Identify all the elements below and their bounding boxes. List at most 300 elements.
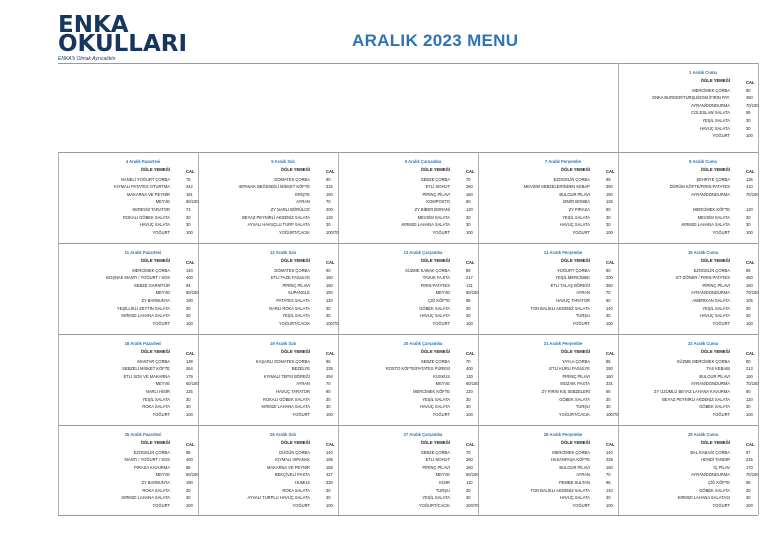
menu-item-name: HAVUÇ TARATOR — [276, 388, 310, 394]
menu-item-row — [342, 366, 482, 374]
day-cell — [622, 70, 762, 151]
menu-item-row — [482, 397, 622, 405]
menu-item-calories: 260 — [466, 184, 473, 190]
menu-item-calories: 30 — [186, 313, 191, 319]
menu-item-name: MEYVE — [435, 381, 450, 387]
day-title: 14 Aralık Perşembe — [543, 250, 583, 255]
day-cell — [62, 432, 202, 514]
menu-item-name: NARLI HİSİR — [145, 388, 170, 394]
menu-item-name: HAVUÇ SALATA — [419, 404, 450, 410]
column-header-meal: ÖĞLE YEMEĞİ — [140, 348, 170, 354]
menu-item-name: AYRAN/DONDURMA — [690, 381, 730, 387]
menu-item-calories: 95 — [326, 358, 331, 364]
menu-item-name: EZOGELİN ÇORBA — [133, 449, 170, 455]
column-header-meal: ÖĞLE YEMEĞİ — [560, 348, 590, 354]
menu-item-row — [622, 283, 762, 291]
menu-item-calories: 100 — [746, 229, 753, 235]
menu-item-row — [342, 215, 482, 223]
menu-item-row — [622, 95, 762, 103]
menu-item-row — [62, 366, 202, 374]
menu-item-row — [482, 503, 622, 511]
menu-item-calories: 70/100 — [746, 191, 759, 197]
menu-item-name: AYRAN — [296, 381, 310, 387]
menu-item-name: KIRMIZI LAHANA SALATA — [401, 222, 450, 228]
menu-item-name: BEYAZ PEYNİRLİ AKDENİZ SALATA — [242, 214, 310, 220]
menu-item-calories: 70/100 — [746, 102, 759, 108]
menu-item-name: AYRAN — [296, 199, 310, 205]
menu-item-name: İÇ PİLAV — [713, 464, 730, 470]
logo-line-enka: ENKA — [58, 12, 129, 38]
menu-item-row — [482, 321, 622, 329]
menu-item-calories: 30 — [186, 396, 191, 402]
menu-item-calories: 100 — [186, 411, 193, 417]
menu-item-row — [482, 222, 622, 230]
menu-item-name: ROKALI GÖBEK SALATA — [263, 396, 310, 402]
menu-item-name: SEBZE ÇORBA — [420, 176, 450, 182]
menu-item-calories: 100/70 — [326, 229, 339, 235]
day-title: 12 Aralık Salı — [270, 250, 296, 255]
menu-item-name: PIRASA KAVURMA — [134, 464, 170, 470]
menu-item-row — [622, 290, 762, 298]
menu-item-calories: 120 — [466, 206, 473, 212]
menu-item-row — [342, 397, 482, 405]
menu-item-row — [62, 480, 202, 488]
menu-item-name: MERCİMEK KÖFTE — [693, 206, 730, 212]
menu-item-row — [202, 389, 342, 397]
day-cell — [62, 250, 202, 333]
menu-item-name: ETLİ TAZE FASULYE — [270, 275, 310, 281]
day-cell — [202, 432, 342, 514]
menu-item-name: YOĞURT — [572, 502, 590, 508]
menu-item-row — [202, 199, 342, 207]
menu-item-name: GÖBEK SALATA — [419, 305, 450, 311]
menu-item-row — [482, 480, 622, 488]
menu-item-calories: 100 — [606, 229, 613, 235]
menu-item-row — [622, 88, 762, 96]
menu-item-calories: 130 — [466, 373, 473, 379]
menu-item-name: AYRAN/DONDURMA — [690, 191, 730, 197]
menu-item-row — [622, 457, 762, 465]
menu-item-row — [482, 450, 622, 458]
menu-item-name: HUMUS — [294, 479, 310, 485]
menu-item-row — [622, 306, 762, 314]
menu-item-calories: 60/100 — [186, 472, 199, 478]
menu-item-calories: 131 — [466, 282, 473, 288]
menu-item-name: MERCİMEK KÖFTE — [413, 388, 450, 394]
column-header-meal: ÖĞLE YEMEĞİ — [420, 166, 450, 172]
menu-item-calories: 30 — [606, 214, 611, 220]
menu-item-calories: 70/100 — [746, 290, 759, 296]
menu-item-name: ET DÖNER / FIRIN PATATES — [676, 275, 730, 281]
menu-item-name: BEYAZ PEYNİRLİ AKDENİZ SALATA — [662, 396, 730, 402]
menu-item-name: YEŞİL SALATA — [702, 117, 730, 123]
menu-item-calories: 217 — [466, 275, 473, 281]
menu-item-row — [202, 215, 342, 223]
menu-item-calories: 200 — [606, 275, 613, 281]
menu-item-name: YOĞURT — [572, 320, 590, 326]
menu-item-row — [622, 404, 762, 412]
menu-item-row — [622, 488, 762, 496]
menu-item-name: TON BALIKLI AKDENİZ SALATA — [530, 487, 590, 493]
menu-item-row — [202, 230, 342, 238]
menu-item-calories: 100/70 — [326, 320, 339, 326]
menu-item-calories: 170 — [746, 464, 753, 470]
menu-item-calories: 30 — [746, 222, 751, 228]
menu-item-row — [342, 275, 482, 283]
menu-item-row — [342, 495, 482, 503]
day-title: 6 Aralık Çarşamba — [404, 159, 442, 164]
menu-item-row — [202, 359, 342, 367]
column-header-cal: CAL — [326, 168, 335, 174]
menu-item-calories: 100/70 — [606, 411, 619, 417]
menu-item-name: YEŞİL SALATA — [422, 396, 450, 402]
menu-item-calories: 30 — [326, 404, 331, 410]
menu-item-calories: 90 — [326, 176, 331, 182]
menu-item-name: YEŞİL SALATA — [422, 495, 450, 501]
menu-item-row — [342, 465, 482, 473]
menu-item-name: BULGUR PİLAVI — [559, 191, 590, 197]
day-cell — [482, 159, 622, 242]
menu-item-name: MANTI / YOĞURT / SOS — [124, 457, 170, 463]
menu-item-calories: 100 — [606, 502, 613, 508]
menu-item-name: AYRAN/DONDURMA — [690, 102, 730, 108]
menu-item-name: GÖBEK SALATA — [699, 487, 730, 493]
menu-item-name: BEZELYE — [291, 366, 310, 372]
menu-item-calories: 30 — [466, 495, 471, 501]
menu-item-calories: 100 — [746, 133, 753, 139]
menu-item-calories: 30 — [466, 404, 471, 410]
menu-item-name: KIRMIZI LAHANA SALATA — [681, 222, 730, 228]
column-header-cal: CAL — [746, 441, 755, 447]
menu-item-calories: 125 — [186, 388, 193, 394]
day-cell — [62, 159, 202, 242]
menu-item-name: YEŞİL SALATA — [702, 305, 730, 311]
day-title: 26 Aralık Salı — [270, 432, 296, 437]
menu-item-row — [622, 495, 762, 503]
menu-item-calories: 350 — [606, 184, 613, 190]
day-cell — [342, 250, 482, 333]
menu-item-calories: 139 — [186, 358, 193, 364]
menu-item-calories: 264 — [186, 366, 193, 372]
menu-item-calories: 85 — [606, 358, 611, 364]
menu-item-row — [342, 207, 482, 215]
menu-item-row — [62, 306, 202, 314]
day-title: 4 Aralık Pazartesi — [125, 159, 161, 164]
grid-line-horizontal — [58, 334, 758, 335]
menu-item-calories: 100 — [606, 320, 613, 326]
menu-item-calories: 105 — [746, 297, 753, 303]
menu-item-calories: 30 — [606, 222, 611, 228]
menu-item-name: SEBZE ÇORBA — [420, 449, 450, 455]
menu-item-calories: 120 — [746, 396, 753, 402]
menu-item-row — [482, 298, 622, 306]
menu-item-name: NARLI ROKA SALATA — [269, 305, 310, 311]
menu-item-calories: 95 — [186, 464, 191, 470]
menu-item-row — [342, 412, 482, 420]
menu-item-row — [202, 207, 342, 215]
day-title: 22 Aralık Cuma — [687, 341, 719, 346]
menu-item-row — [622, 133, 762, 141]
menu-item-calories: 70/100 — [746, 381, 759, 387]
menu-item-name: PATATES SALATA — [276, 297, 310, 303]
menu-item-calories: 70/100 — [746, 472, 759, 478]
menu-item-calories: 70 — [326, 381, 331, 387]
menu-item-name: ZY NARLI BÖRÜLCE — [270, 206, 310, 212]
menu-item-row — [342, 374, 482, 382]
menu-item-row — [622, 268, 762, 276]
menu-item-name: ZY PIRASA — [568, 206, 590, 212]
menu-item-name: AYVALI TURPLU HAVUÇ SALATA — [247, 495, 310, 501]
menu-item-calories: 80 — [746, 87, 751, 93]
column-header-meal: ÖĞLE YEMEĞİ — [700, 257, 730, 263]
menu-item-name: ROSTO KÖFTE/PATATES PÜRESİ — [385, 366, 450, 372]
menu-item-name: PİRİNÇ PİLAVI — [282, 282, 310, 288]
menu-item-calories: 400 — [466, 366, 473, 372]
menu-item-row — [62, 215, 202, 223]
day-cell — [62, 341, 202, 424]
day-cell — [482, 341, 622, 424]
menu-item-calories: 110 — [466, 479, 473, 485]
menu-item-name: ZY FIRIN KIŞ SEBZELERİ — [541, 388, 590, 394]
menu-item-row — [342, 503, 482, 511]
menu-item-name: YEŞİL SALATA — [562, 214, 590, 220]
menu-item-name: EZOGELİN ÇORBA — [553, 176, 590, 182]
menu-item-name: SEBZE GARNİTÜR — [134, 282, 170, 288]
menu-item-calories: 427 — [326, 472, 333, 478]
menu-item-row — [202, 381, 342, 389]
menu-item-name: ETLİ NOHUT — [425, 457, 450, 463]
menu-item-row — [342, 268, 482, 276]
column-header-cal: CAL — [466, 441, 475, 447]
menu-item-name: YOĞURT — [152, 502, 170, 508]
menu-item-name: MEVSİM SALATA — [417, 214, 450, 220]
menu-item-calories: 95 — [746, 110, 751, 116]
column-header-meal: ÖĞLE YEMEĞİ — [140, 166, 170, 172]
menu-item-row — [342, 177, 482, 185]
column-header-meal: ÖĞLE YEMEĞİ — [700, 348, 730, 354]
menu-item-name: KIRMIZI LAHANA SALATA — [121, 313, 170, 319]
menu-item-calories: 30 — [186, 222, 191, 228]
menu-item-row — [342, 298, 482, 306]
menu-item-row — [342, 222, 482, 230]
day-cell — [342, 432, 482, 514]
column-header-meal: ÖĞLE YEMEĞİ — [280, 166, 310, 172]
menu-item-calories: 140 — [606, 449, 613, 455]
menu-item-calories: 100 — [466, 229, 473, 235]
menu-item-name: GÖBEK SALATA — [559, 396, 590, 402]
menu-item-calories: 235 — [326, 366, 333, 372]
menu-item-row — [482, 412, 622, 420]
menu-item-calories: 140 — [326, 449, 333, 455]
menu-item-calories: 30 — [606, 404, 611, 410]
menu-item-row — [62, 397, 202, 405]
menu-item-name: ZY BARBUNYA — [141, 479, 170, 485]
menu-item-row — [342, 290, 482, 298]
menu-item-name: TAS KEBABI — [706, 366, 730, 372]
menu-item-name: KIYMALI TEPSİ BÖREĞİ — [263, 373, 310, 379]
menu-item-row — [202, 404, 342, 412]
menu-item-name: YOĞURT — [152, 320, 170, 326]
menu-item-calories: 30 — [606, 396, 611, 402]
menu-item-name: ISPANAK BEĞENDİLİ MİSKET KÖFTE — [238, 184, 310, 190]
menu-item-calories: 150 — [606, 191, 613, 197]
grid-line-horizontal — [58, 63, 758, 64]
menu-item-calories: 70 — [466, 176, 471, 182]
menu-item-name: HASANPAŞA KÖFTE — [550, 457, 590, 463]
grid-line-horizontal — [58, 243, 758, 244]
menu-item-row — [202, 313, 342, 321]
menu-item-calories: 158 — [326, 464, 333, 470]
menu-item-calories: 100 — [186, 320, 193, 326]
menu-item-name: HAVUÇ SALATA — [559, 495, 590, 501]
menu-item-calories: 30 — [186, 305, 191, 311]
menu-item-calories: 350 — [606, 282, 613, 288]
menu-item-name: PİRİNÇ PİLAVI — [422, 191, 450, 197]
day-cell — [342, 341, 482, 424]
menu-item-row — [482, 465, 622, 473]
menu-item-row — [342, 230, 482, 238]
menu-item-calories: 90 — [746, 388, 751, 394]
menu-item-row — [622, 192, 762, 200]
column-header-cal: CAL — [746, 259, 755, 265]
menu-item-row — [202, 450, 342, 458]
menu-item-calories: 150 — [746, 373, 753, 379]
column-header-cal: CAL — [606, 350, 615, 356]
menu-item-name: HAVUÇ SALATA — [699, 125, 730, 131]
menu-item-row — [622, 472, 762, 480]
menu-item-row — [482, 290, 622, 298]
menu-item-row — [622, 118, 762, 126]
menu-item-calories: 30 — [606, 495, 611, 501]
menu-item-row — [62, 199, 202, 207]
menu-item-row — [342, 184, 482, 192]
menu-item-name: MEVSİM SALATA — [697, 214, 730, 220]
menu-item-calories: 30 — [746, 487, 751, 493]
menu-item-calories: 195 — [326, 457, 333, 463]
menu-item-calories: 160 — [466, 191, 473, 197]
menu-item-calories: 30 — [326, 495, 331, 501]
menu-item-name: HAVUÇ TARATOR — [556, 297, 590, 303]
menu-item-calories: 160 — [326, 191, 333, 197]
day-title: 5 Aralık Salı — [271, 159, 295, 164]
menu-item-name: HAVUÇ SALATA — [559, 222, 590, 228]
menu-item-row — [62, 488, 202, 496]
menu-item-row — [482, 199, 622, 207]
menu-item-row — [202, 397, 342, 405]
menu-item-calories: 100 — [326, 502, 333, 508]
menu-item-row — [622, 110, 762, 118]
column-header-meal: ÖĞLE YEMEĞİ — [700, 77, 730, 83]
menu-item-calories: 95 — [186, 449, 191, 455]
menu-item-row — [622, 450, 762, 458]
column-header-cal: CAL — [466, 350, 475, 356]
menu-item-name: SEBZE ÇORBA — [420, 358, 450, 364]
grid-line-horizontal — [58, 515, 758, 516]
menu-item-calories: 30 — [186, 404, 191, 410]
menu-item-row — [202, 192, 342, 200]
menu-item-name: YOĞURT — [152, 411, 170, 417]
menu-item-row — [62, 503, 202, 511]
menu-item-row — [342, 450, 482, 458]
day-title: 7 Aralık Perşembe — [544, 159, 582, 164]
menu-item-row — [482, 366, 622, 374]
menu-item-name: BULGUR PİLAVI — [559, 464, 590, 470]
enka-logo — [58, 12, 188, 62]
menu-item-calories: 120 — [326, 214, 333, 220]
menu-item-name: ENKA BURGER/TURŞU/DOM./FIRIN PAT. — [652, 95, 730, 101]
menu-item-name: ETLİ SOS VE MAKARNA — [123, 373, 170, 379]
menu-item-name: MANTAR ÇORBA — [137, 358, 170, 364]
menu-item-row — [342, 480, 482, 488]
menu-item-row — [482, 457, 622, 465]
menu-item-name: KISIR — [439, 479, 450, 485]
menu-item-name: YOĞURT ÇORBA — [556, 267, 590, 273]
menu-item-calories: 30 — [326, 396, 331, 402]
menu-item-row — [202, 177, 342, 185]
menu-item-name: DOMATES ÇORBA — [274, 267, 310, 273]
menu-item-row — [482, 359, 622, 367]
column-header-cal: CAL — [606, 259, 615, 265]
column-header-meal: ÖĞLE YEMEĞİ — [700, 166, 730, 172]
day-cell — [202, 250, 342, 333]
menu-item-calories: 260 — [466, 457, 473, 463]
menu-item-name: YOĞURT — [432, 411, 450, 417]
menu-item-name: PİRİNÇ PİLAVI — [562, 373, 590, 379]
menu-item-name: DÜRÜM KÖFTE/FIRIN PATATES — [669, 184, 730, 190]
column-header-meal: ÖĞLE YEMEĞİ — [140, 439, 170, 445]
column-header-meal: ÖĞLE YEMEĞİ — [560, 439, 590, 445]
menu-item-row — [482, 495, 622, 503]
menu-item-row — [62, 381, 202, 389]
menu-item-name: YOĞURT — [292, 502, 310, 508]
day-title: 15 Aralık Cuma — [687, 250, 719, 255]
menu-item-name: SEBZELİ MİSKET KÖFTE — [122, 366, 170, 372]
menu-item-calories: 70 — [466, 358, 471, 364]
menu-item-calories: 90 — [606, 297, 611, 303]
menu-item-name: ZY BARBUNYA — [141, 297, 170, 303]
menu-item-calories: 120 — [326, 297, 333, 303]
menu-item-row — [482, 283, 622, 291]
day-title: 18 Aralık Pazartesi — [124, 341, 162, 346]
column-header-meal: ÖĞLE YEMEĞİ — [280, 439, 310, 445]
menu-item-name: YOĞURT — [572, 229, 590, 235]
column-header-meal: ÖĞLE YEMEĞİ — [420, 439, 450, 445]
menu-item-name: SÜZME MERCİMEK ÇORBA — [676, 358, 730, 364]
menu-item-calories: 95 — [746, 267, 751, 273]
menu-item-row — [622, 374, 762, 382]
menu-item-row — [62, 472, 202, 480]
menu-item-calories: 494 — [326, 373, 333, 379]
menu-item-name: MERCİMEK ÇORBA — [692, 87, 730, 93]
menu-item-name: PEMBE SULTAN — [558, 479, 590, 485]
menu-item-row — [622, 480, 762, 488]
menu-item-name: FIRIN PATATES — [420, 282, 450, 288]
menu-item-calories: 70 — [466, 449, 471, 455]
menu-item-calories: 80 — [606, 267, 611, 273]
menu-item-calories: 30 — [466, 222, 471, 228]
grid-line-horizontal — [58, 425, 758, 426]
menu-item-name: ZY ÜZÜMLÜ BEYAZ LAHANA KAVURMA — [654, 388, 730, 394]
menu-item-name: HENDİ TANDIR — [701, 457, 730, 463]
menu-item-name: ERİŞTE — [295, 191, 310, 197]
day-cell — [202, 159, 342, 242]
menu-item-calories: 80 — [606, 206, 611, 212]
menu-item-row — [202, 298, 342, 306]
column-header-cal: CAL — [466, 168, 475, 174]
menu-item-row — [202, 222, 342, 230]
menu-item-row — [622, 177, 762, 185]
menu-item-row — [62, 359, 202, 367]
